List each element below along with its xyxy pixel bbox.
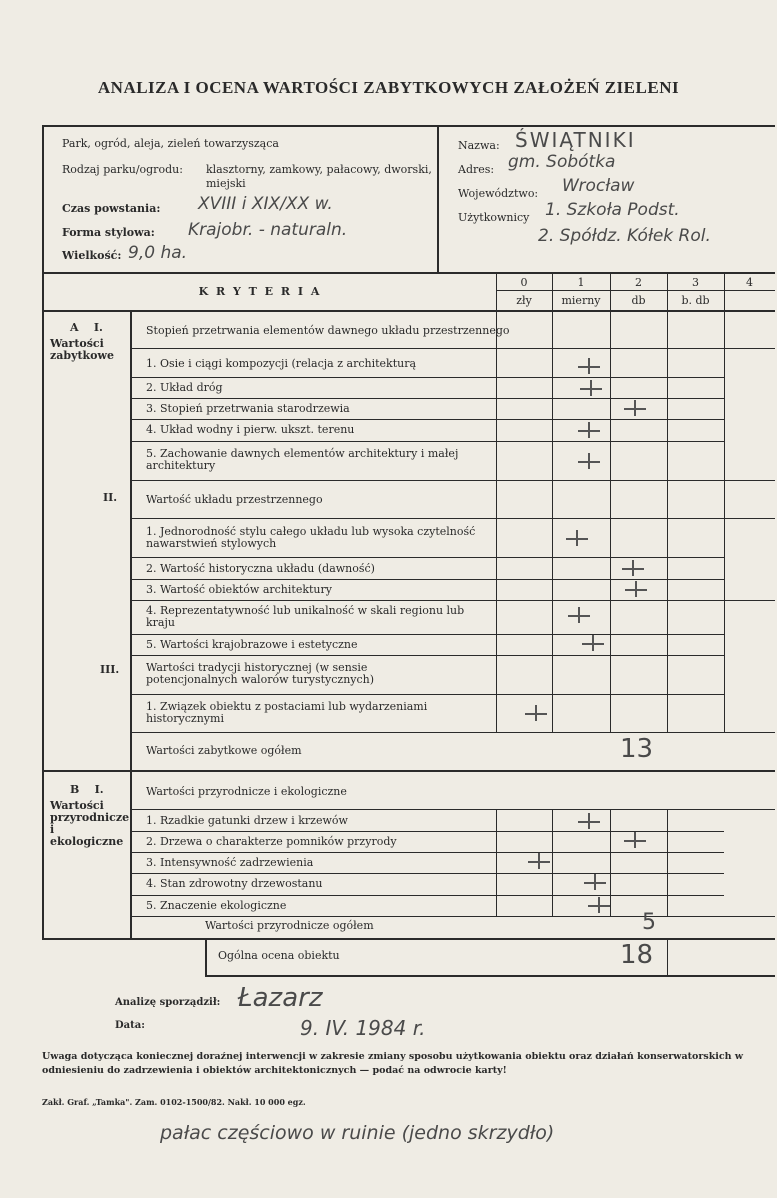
section-b-divider (130, 771, 132, 939)
forma-value: Krajobr. - naturaln. (188, 220, 348, 240)
author-label: Analizę sporządził: (115, 997, 221, 1008)
header-bottom (42, 272, 775, 274)
b-col-line-0 (496, 809, 497, 917)
b-item-1: 1. Rzadkie gatunki drzew i krzewów (146, 814, 348, 827)
col-line-0 (496, 273, 497, 733)
row-line (132, 634, 724, 635)
crit-head-bottom (42, 310, 775, 312)
print-info: Zakł. Graf. „Tamka". Zam. 0102-1500/82. Nakł. 10 000 egz. (42, 1097, 306, 1107)
section-a-name: Wartości zabytkowe (50, 337, 114, 362)
row-line (132, 852, 724, 853)
wojewodztwo-value: Wrocław (562, 176, 635, 196)
section-a-divider (130, 311, 132, 771)
col-num-1: 1 (577, 276, 585, 289)
row-line (132, 873, 724, 874)
intervention-note: Uwaga dotycząca koniecznej doraźnej interwencji w zakresie zmiany sposobu użytkowania obiektu oraz działań konserwatorskich w odniesieniu do zadrzewienia i obiektów architektonicznych — podać na odwrocie karty! (42, 1051, 744, 1076)
date-label: Data: (115, 1020, 145, 1031)
b-total-value: 5 (642, 910, 656, 935)
overall-value: 18 (620, 940, 654, 970)
a-g2-item-5: 5. Wartości krajobrazowe i estetyczne (146, 638, 358, 651)
row-line (132, 557, 724, 558)
overall-box-left (205, 938, 207, 976)
row-line (132, 377, 724, 378)
mark-b-4 (584, 874, 606, 890)
row-line (132, 579, 724, 580)
col-word-2: db (631, 294, 646, 307)
a-g2-item-1: 1. Jednorodność stylu całego układu lub wysoka czytelność nawarstwień stylowych (146, 525, 476, 550)
date-value: 9. IV. 1984 r. (300, 1016, 426, 1040)
row-line (132, 600, 775, 601)
frame-top (42, 125, 775, 127)
b-total-label: Wartości przyrodnicze ogółem (205, 919, 374, 932)
a-g3-title: Wartości tradycji historycznej (w sensie potencjonalnych walorów turystycznych) (146, 661, 375, 686)
b-item-4: 4. Stan zdrowotny drzewostanu (146, 877, 323, 890)
criteria-label: K R Y T E R I A (198, 285, 322, 298)
a-g2-title: Wartość układu przestrzennego (146, 493, 323, 506)
mark-a1-3 (624, 400, 646, 416)
col-word-3: b. db (681, 294, 710, 307)
mark-b-3 (528, 853, 550, 869)
rodzaj-options-2: miejski (206, 177, 246, 190)
forma-label: Forma stylowa: (62, 226, 155, 239)
mark-a2-5 (582, 635, 604, 651)
wielkosc-value: 9,0 ha. (128, 243, 188, 263)
row-line (132, 895, 724, 896)
section-b-roman: B I. (70, 783, 104, 796)
mark-a1-5 (578, 453, 600, 469)
header-divider (437, 125, 439, 273)
a-g1-item-5: 5. Zachowanie dawnych elementów architektury i małej architektury (146, 447, 459, 472)
mark-b-1 (578, 813, 600, 829)
row-line (132, 655, 724, 656)
mark-a1-4 (578, 422, 600, 438)
section-a-roman: A I. (70, 321, 103, 334)
a-g2-item-4: 4. Reprezentatywność lub unikalność w skali regionu lub kraju (146, 604, 465, 629)
col-word-1: mierny (561, 294, 601, 307)
b-item-5: 5. Znaczenie ekologiczne (146, 899, 287, 912)
b-col-line-2 (610, 809, 611, 917)
type-line: Park, ogród, aleja, zieleń towarzysząca (62, 137, 279, 150)
mark-b-2 (624, 832, 646, 848)
a-g2-item-3: 3. Wartość obiektów architektury (146, 583, 332, 596)
adres-value: gm. Sobótka (508, 152, 616, 172)
col-line-4 (724, 273, 725, 733)
col-line-1 (552, 273, 553, 733)
mark-a2-3 (625, 581, 647, 597)
col-num-0: 0 (520, 276, 528, 289)
mark-a2-2 (622, 560, 644, 576)
overall-label: Ogólna ocena obiektu (218, 949, 340, 962)
col-line-3 (667, 273, 668, 733)
signature: Łazarz (238, 983, 323, 1013)
a-total-label: Wartości zabytkowe ogółem (146, 744, 302, 757)
frame-left (42, 125, 44, 940)
overall-box-bottom (205, 975, 775, 977)
uzytkownicy-label: Użytkownicy (458, 211, 530, 224)
a-g3-item-1: 1. Związek obiektu z postaciami lub wydarzeniami historycznymi (146, 700, 428, 725)
a-total-value: 13 (620, 734, 654, 764)
a-g1-item-2: 2. Układ dróg (146, 381, 223, 394)
row-line (132, 809, 775, 810)
row-line (132, 732, 775, 733)
row-line (132, 694, 724, 695)
mark-a1-1 (578, 358, 600, 374)
adres-label: Adres: (458, 163, 495, 176)
col-num-4: 4 (746, 276, 753, 289)
mark-a3-1 (525, 705, 547, 721)
a-g1-item-3: 3. Stopień przetrwania starodrzewia (146, 402, 350, 415)
rodzaj-label: Rodzaj parku/ogrodu: (62, 163, 183, 176)
b-item-3: 3. Intensywność zadrzewienia (146, 856, 314, 869)
section-b-bottom (42, 938, 775, 940)
wielkosc-label: Wielkość: (62, 249, 122, 262)
uzytkownicy-value-2: 2. Spółdz. Kółek Rol. (538, 226, 711, 246)
b-col-line-3 (667, 809, 668, 917)
b-item-2: 2. Drzewa o charakterze pomników przyrody (146, 835, 397, 848)
mark-b-5 (588, 897, 610, 913)
crit-subhead-line (496, 290, 775, 291)
col-word-0: zły (516, 294, 532, 307)
wojewodztwo-label: Województwo: (458, 187, 539, 200)
row-line (132, 916, 775, 917)
rodzaj-options: klasztorny, zamkowy, pałacowy, dworski, (206, 163, 432, 176)
czas-value: XVIII i XIX/XX w. (198, 194, 333, 214)
page-title: ANALIZA I OCENA WARTOŚCI ZABYTKOWYCH ZAŁOŻEŃ ZIELENI (97, 78, 680, 97)
b-g1-title: Wartości przyrodnicze i ekologiczne (146, 785, 347, 798)
mark-a1-2 (580, 380, 602, 396)
a-g1-item-4: 4. Układ wodny i pierw. ukszt. terenu (146, 423, 355, 436)
col-num-3: 3 (692, 276, 699, 289)
section-b-name: Wartości przyrodnicze i ekologiczne (50, 799, 130, 848)
row-line (132, 518, 775, 519)
nazwa-value: ŚWIĄTNIKI (515, 128, 636, 152)
mark-a2-4 (568, 607, 590, 623)
row-line (132, 398, 724, 399)
col-num-2: 2 (635, 276, 642, 289)
row-line (132, 348, 775, 349)
mark-a2-1 (566, 530, 588, 546)
czas-label: Czas powstania: (62, 202, 161, 215)
a-g3-roman: III. (100, 663, 120, 676)
col-line-2 (610, 273, 611, 733)
row-line (132, 441, 724, 442)
a-g2-roman: II. (103, 491, 118, 504)
section-a-bottom (42, 770, 775, 772)
nazwa-label: Nazwa: (458, 139, 500, 152)
overall-box-sep (667, 938, 668, 976)
a-g1-title: Stopień przetrwania elementów dawnego układu przestrzennego (146, 324, 510, 337)
row-line (132, 419, 724, 420)
a-g2-item-2: 2. Wartość historyczna układu (dawność) (146, 562, 375, 575)
b-col-line-1 (552, 809, 553, 917)
handwritten-note: pałac częściowo w ruinie (jedno skrzydło) (160, 1122, 555, 1144)
uzytkownicy-value-1: 1. Szkoła Podst. (545, 200, 680, 220)
a-g1-item-1: 1. Osie i ciągi kompozycji (relacja z architekturą (146, 357, 417, 370)
row-line (132, 480, 775, 481)
